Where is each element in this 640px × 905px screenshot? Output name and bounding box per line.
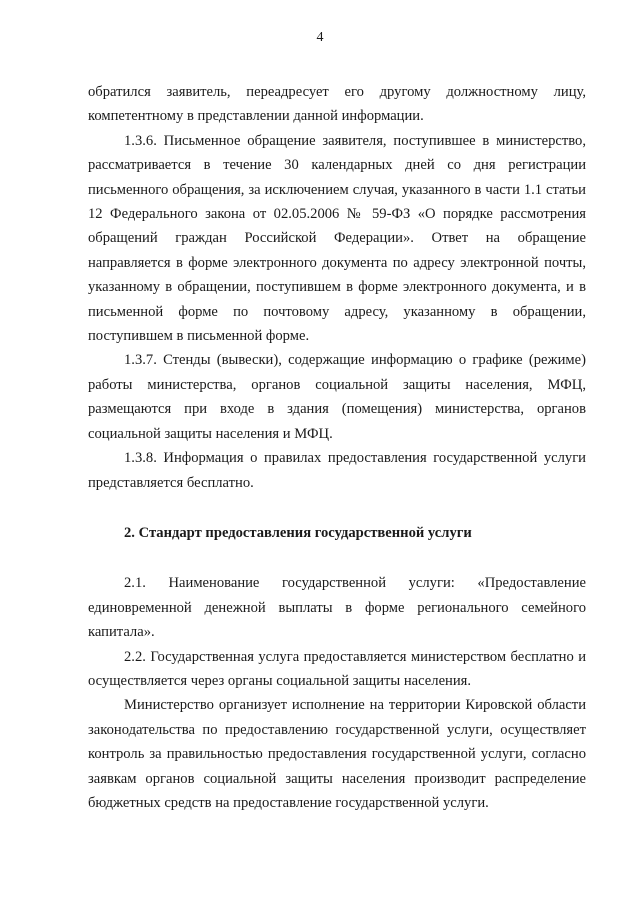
paragraph-2-1: 2.1. Наименование государственной услуги: «Предоставление единовременной денежной выплаты в форме регионального семейного капитала». [88,575,586,641]
paragraph-1-3-7: 1.3.7. Стенды (вывески), содержащие информацию о графике (режиме) работы министерства, органов социальной защиты населения, МФЦ, размещаются при входе в здания (помещения) министерства, органов социальной защиты населения и МФЦ. [88,352,586,442]
document-body [88,80,586,815]
paragraph-ministry-duties: Министерство организует исполнение на территории Кировской области законодательства по предоставлению государственной услуги, осуществляет контроль за правильностью предоставления государственной услуги, согласно заявкам органов социальной защиты населения производит распределение бюджетных средств на предоставление государственной услуги. [88,697,586,811]
paragraph-1-3-6: 1.3.6. Письменное обращение заявителя, поступившее в министерство, рассматривается в течение 30 календарных дней со дня регистрации письменного обращения, за исключением случая, указанного в части 1.1 статьи 12 Федерального закона от 02.05.2006 № 59-ФЗ «О порядке рассмотрения обращений граждан Российской Федерации». Ответ на обращение направляется в форме электронного документа по адресу электронной почты, указанному в обращении, поступившем в форме электронного документа, и в письменной форме по почтовому адресу, указанному в обращении, поступившем в письменной форме. [88,132,586,345]
page-number: 4 [316,30,324,45]
paragraph-2-2: 2.2. Государственная услуга предоставляется министерством бесплатно и осуществляется через органы социальной защиты населения. [88,648,586,689]
section-heading: 2. Стандарт предоставления государственной услуги [124,524,472,541]
paragraph-continuation: обратился заявитель, переадресует его другому должностному лицу, компетентному в представлении данной информации. [88,84,586,125]
paragraph-1-3-8: 1.3.8. Информация о правилах предоставления государственной услуги представляется бесплатно. [88,450,586,491]
